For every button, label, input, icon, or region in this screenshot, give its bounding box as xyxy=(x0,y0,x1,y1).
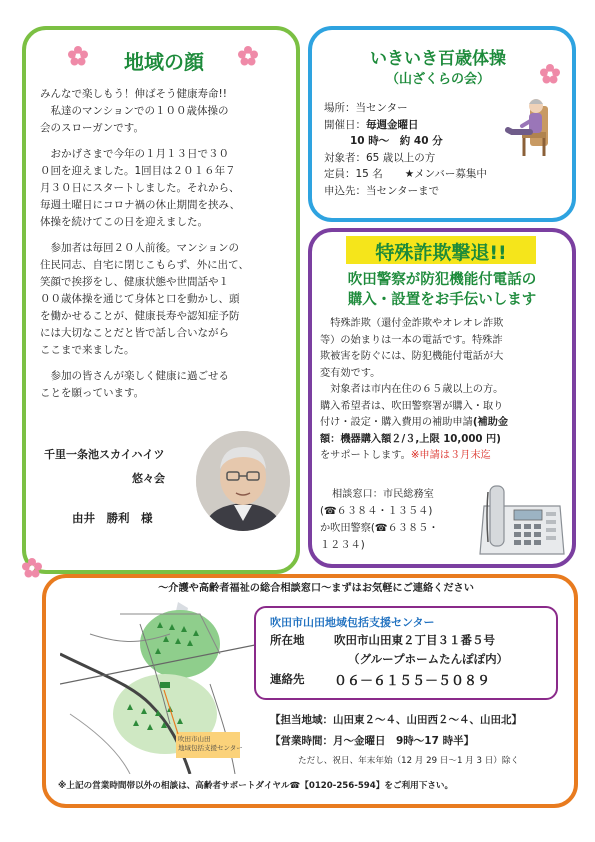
exercise-details: 場所：当センター 開催日：毎週金曜日 10 時～ 約 40 分 対象者：65 歳以上の方 定員：15 名 ★メンバー募集中 申込先：当センターまで xyxy=(324,102,487,197)
map-label-1: 吹田市山田 xyxy=(178,735,211,743)
signature-group: 悠々会 xyxy=(132,472,165,485)
left-title: 地域の顔 xyxy=(124,50,204,74)
fraud-contact: 相談窓口：市民総務室 (☎６３８４・１３５４) か吹田警察(☎６３８５・ １２３４) xyxy=(320,489,439,551)
flower-icon xyxy=(68,46,88,66)
center-name: 吹田市山田地域包括支援センター xyxy=(270,616,435,629)
hours-note: ただし、祝日、年末年始（12 月 29 日～1 月 3 日）除く xyxy=(298,756,520,766)
exercise-subtitle: （山ざくらの会） xyxy=(385,72,490,87)
exercise-illustration xyxy=(502,94,558,158)
phone-value: ０６－６１５５－５０８９ xyxy=(334,674,491,689)
flower-icon xyxy=(238,46,258,66)
flower-icon xyxy=(540,64,560,84)
support-header: ～介護や高齢者福祉の総合相談窓口～まずはお気軽にご連絡ください xyxy=(158,583,474,594)
fraud-body: 特殊詐欺（還付金詐欺やオレオレ詐欺 等）の始まりは一本の電話です。特殊詐 欺被害を防ぐには、防犯機能付電話が大 変有効です。 対象者は市内在住の６５歳以上の方。 購入希望者は、吹田警察署が購入・取り 付け・設定・購入費用の補助申請(補助金 額：機器購入額２/３,上限 10,000 円) をサポートします。※申請は３月末迄 xyxy=(320,318,509,461)
fraud-subtitle-1: 吹田警察が防犯機能付電話の xyxy=(347,272,537,288)
left-body: みんなで楽しもう！伸ばそう健康寿命!! 私達のマンションでの１００歳体操の 会のスローガンです。 おかげさまで今年の１月１３日で３０ ０回を迎えました。1回目は２０１６年７ 月３０日にスタートしました。それから、 毎週土曜日にコロナ禍の休止期間を挟み、 体操を続けてこの日を迎えました。 参加者は毎回２０人前後。マンションの 住民同志、自宅に閉じこもらず、外に出て、 笑顔で挨拶をし、健康状態や世間話や１ ００歳体操を通じて身体と口を動かし、頭 を働かせることが、健康長寿や認知症予防 には大切なことだと皆で話し合いながら ここまで来ました。 参加の皆さんが楽しく健康に過ごせる ことを願っています。 xyxy=(40,88,249,399)
after-hours-note: ※上記の営業時間帯以外の相談は、高齢者サポートダイヤル☎【0120-256-594】をご利用下さい。 xyxy=(58,781,454,791)
flower-icon xyxy=(22,558,42,578)
phone-label: 連絡先 xyxy=(270,672,305,686)
exercise-title: いきいき百歳体操 xyxy=(370,49,506,69)
signature-org: 千里一条池スカイハイツ xyxy=(44,448,165,461)
address-label: 所在地 xyxy=(270,633,305,647)
map-label-2: 地域包括支援センター xyxy=(178,744,243,752)
business-hours: 【営業時間：月～金曜日 9時～17 時半】 xyxy=(270,735,475,747)
signature-name: 由井 勝利 様 xyxy=(72,511,153,525)
address-value: 吹田市山田東２丁目３１番５号 xyxy=(334,633,495,647)
fraud-subtitle-2: 購入・設置をお手伝いします xyxy=(347,292,537,308)
fraud-title: 特殊詐欺撃退!! xyxy=(375,242,507,264)
portrait-photo xyxy=(196,431,290,531)
telephone-icon xyxy=(476,480,568,558)
service-area: 【担当地域：山田東２～４、山田西２～４、山田北】 xyxy=(270,714,522,726)
address-note: （グループホームたんぽぽ内） xyxy=(348,652,509,666)
